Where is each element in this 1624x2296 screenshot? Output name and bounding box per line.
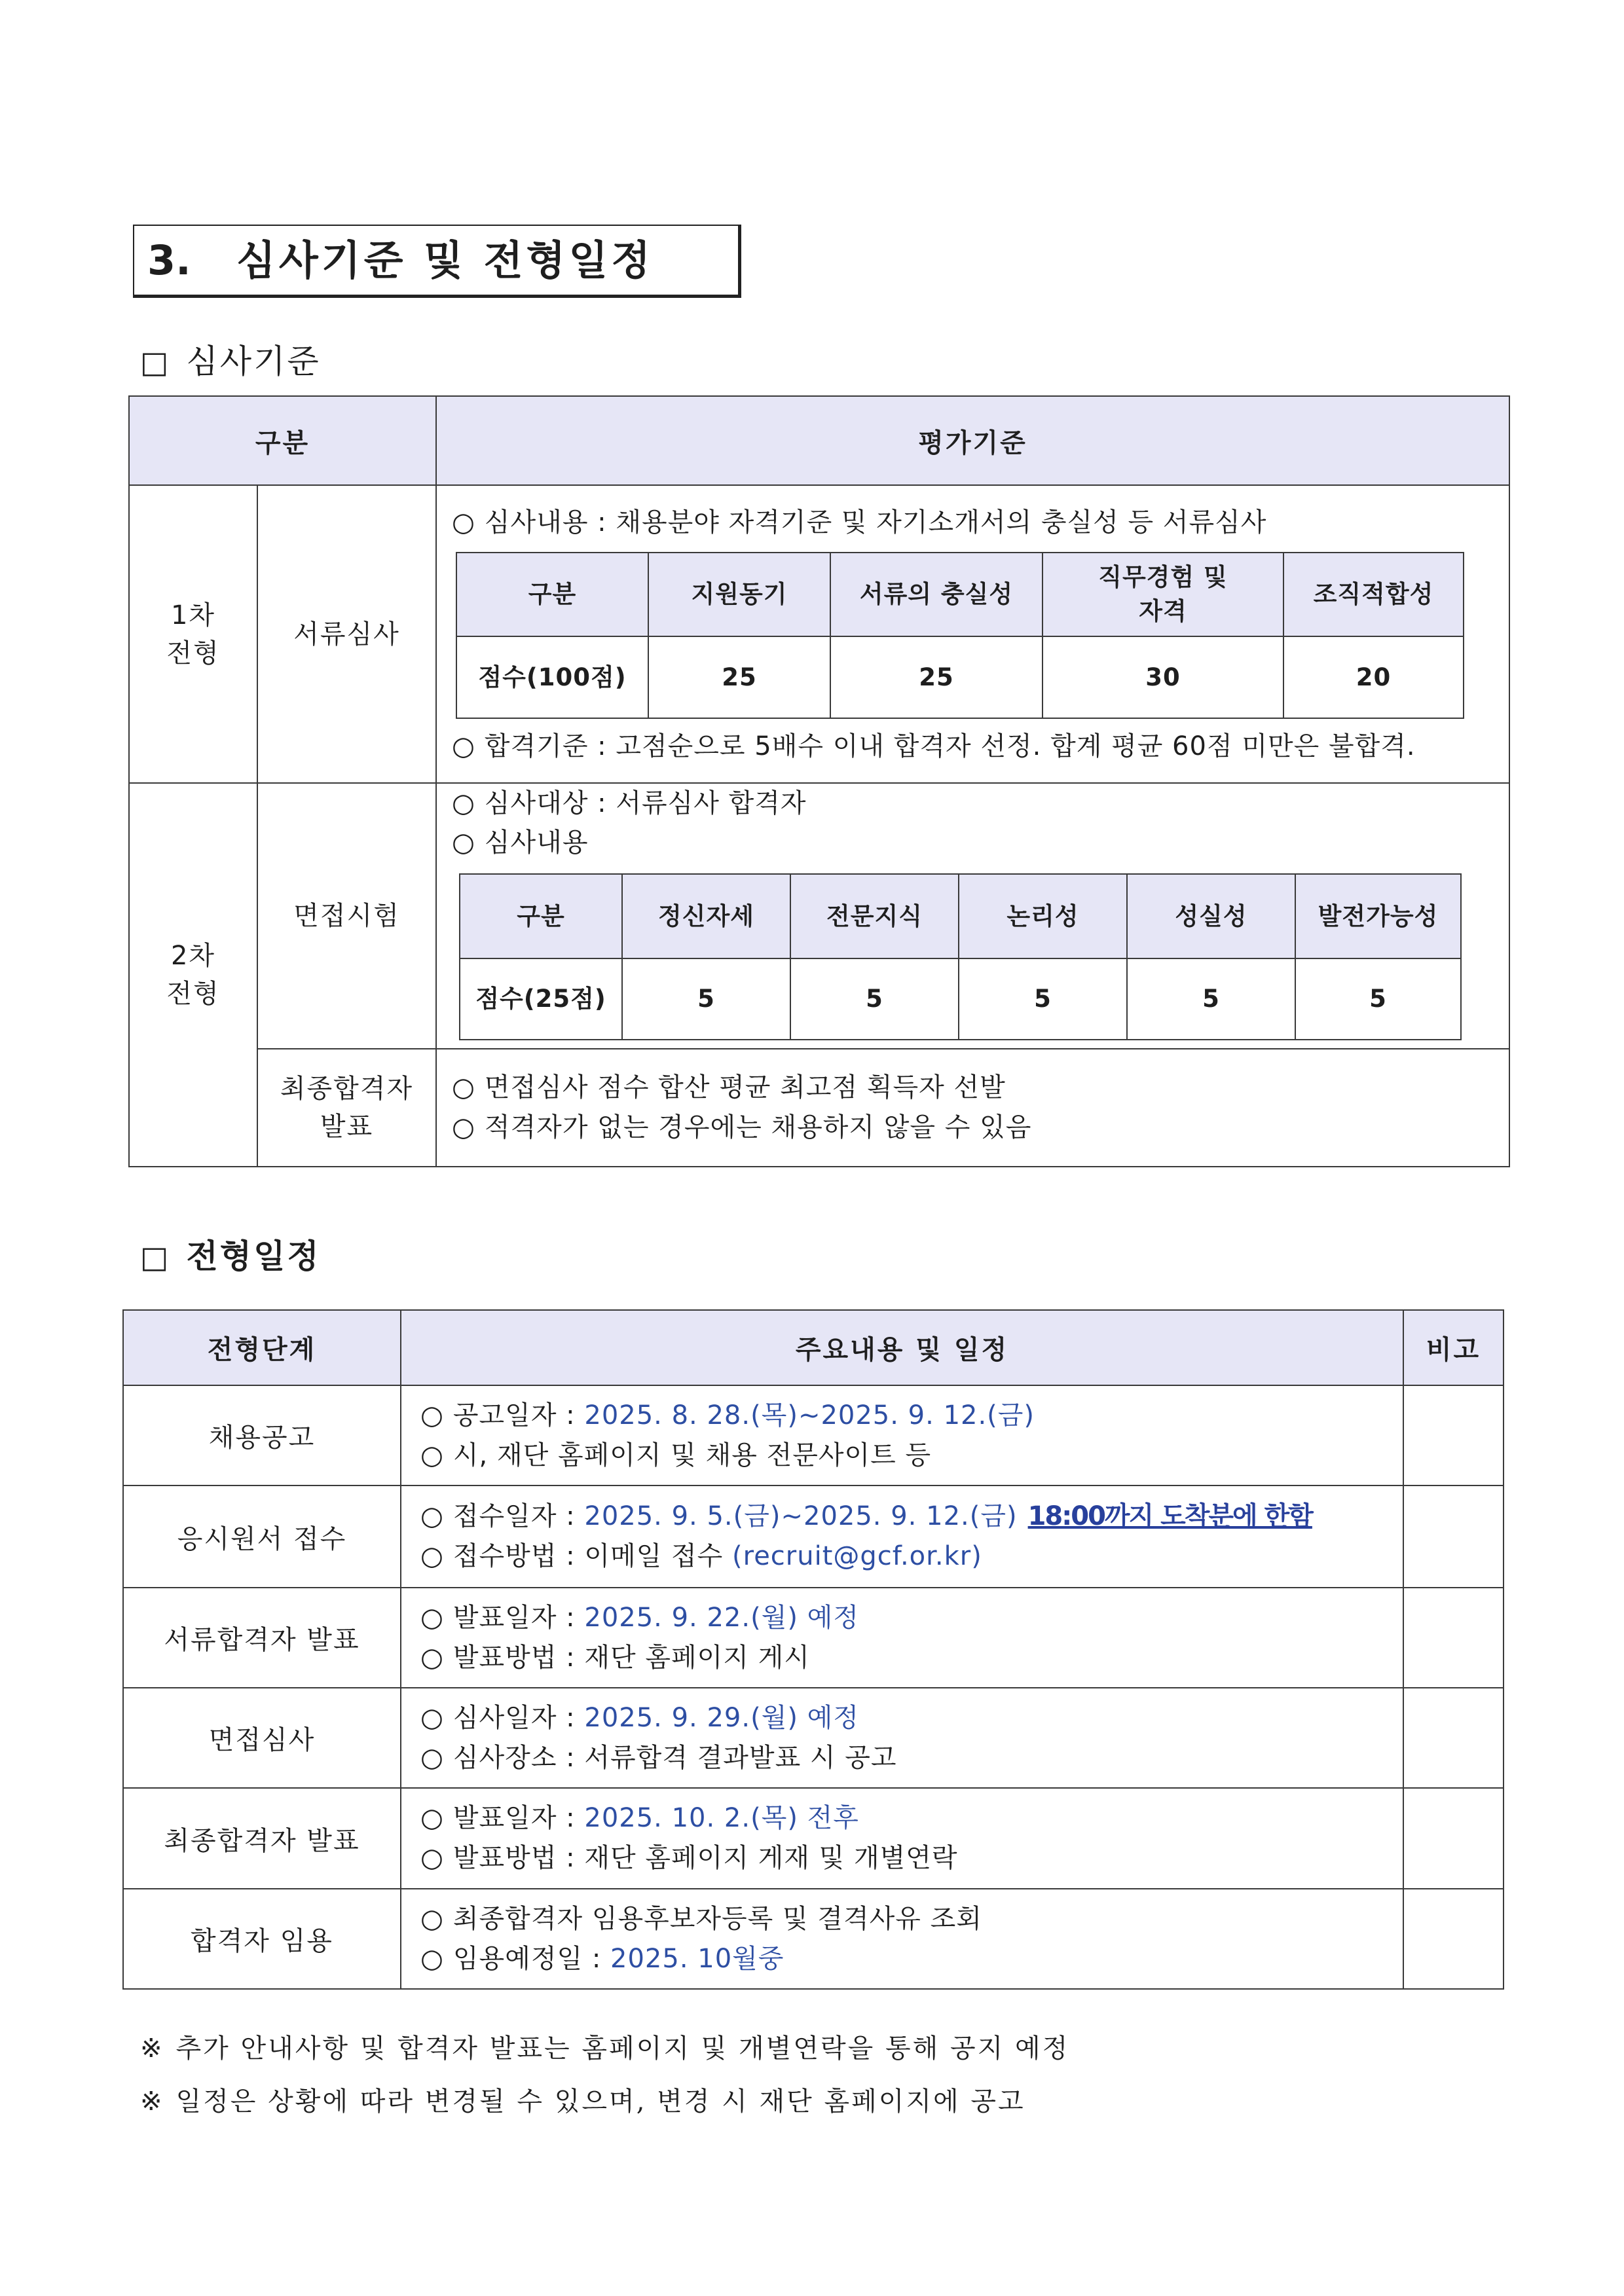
schedule-stage: 최종합격자 발표 (123, 1788, 401, 1889)
schedule-content (401, 1688, 1403, 1788)
criteria-heading (140, 340, 321, 382)
bullet-circle: ○ (420, 1702, 444, 1733)
stage2-final-text: 적격자가 없는 경우에는 채용하지 않을 수 있음 (484, 1112, 1032, 1142)
remark-cell (1403, 1889, 1504, 1989)
stage2-final-content-cell (436, 1049, 1509, 1167)
stage1-label-cell (129, 485, 257, 783)
schedule-content (401, 1889, 1403, 1989)
bullet-circle: ○ (452, 1112, 475, 1142)
footnote (140, 2082, 1025, 2121)
stage1-content-cell (436, 485, 1509, 783)
bullet-circle: ○ (420, 1742, 444, 1773)
stage1-review-content: 심사내용 : 채용분야 자격기준 및 자기소개서의 충실성 등 서류심사 (484, 507, 1267, 538)
stage2-interview-row (129, 783, 1509, 1049)
schedule-line (420, 1899, 1403, 1939)
section-title-box (133, 225, 741, 298)
header-category: 구분 (129, 396, 436, 485)
stage1-pass-criteria-line (452, 728, 1416, 765)
schedule-row (123, 1889, 1504, 1989)
bullet-circle: ○ (420, 1501, 444, 1531)
header-criteria: 평가기준 (436, 396, 1509, 485)
schedule-stage: 서류합격자 발표 (123, 1588, 401, 1688)
schedule-content (401, 1588, 1403, 1688)
schedule-line (420, 1537, 1403, 1576)
schedule-line (420, 1738, 1403, 1778)
stage2-review-target-line (452, 785, 807, 822)
bullet-circle: ○ (452, 507, 475, 538)
footnote (140, 2029, 1069, 2068)
line-value: 2025. 9. 29.(월) 예정 (584, 1702, 859, 1733)
bullet-circle: ○ (452, 788, 475, 818)
schedule-row (123, 1688, 1504, 1788)
schedule-line (420, 1598, 1403, 1638)
checkbox-square-icon: □ (140, 344, 171, 380)
score-cell: 5 (959, 958, 1127, 1040)
score-header: 정신자세 (622, 874, 790, 958)
score-header-row (456, 553, 1464, 636)
bullet-circle: ○ (452, 1072, 475, 1102)
schedule-line (420, 1698, 1403, 1738)
schedule-line (420, 1436, 1403, 1476)
stage1-step: 서류심사 (293, 619, 400, 649)
schedule-content (401, 1788, 1403, 1889)
score-cell: 5 (1295, 958, 1461, 1040)
stage2-label-cell (129, 783, 257, 1167)
bullet-circle: ○ (420, 1943, 444, 1974)
score-cell: 5 (622, 958, 790, 1040)
score-value-row (456, 636, 1464, 718)
schedule-heading-label: 전형일정 (186, 1237, 321, 1275)
bullet-circle: ○ (420, 1843, 444, 1873)
stage2-final-text: 면접심사 점수 합산 평균 최고점 획득자 선발 (484, 1072, 1006, 1102)
bullet-circle: ○ (420, 1642, 444, 1673)
reference-mark: ※ (140, 2086, 164, 2117)
reference-mark: ※ (140, 2033, 164, 2064)
schedule-stage: 면접심사 (123, 1688, 401, 1788)
schedule-line (420, 1396, 1403, 1436)
stage1-score-table (456, 552, 1464, 719)
deadline-emphasis: 18:00까지 도착분에 한함 (1027, 1501, 1312, 1531)
line-value: 2025. 9. 5.(금)~2025. 9. 12.(금) (584, 1501, 1018, 1531)
footnote-text: 일정은 상황에 따라 변경될 수 있으며, 변경 시 재단 홈페이지에 공고 (175, 2086, 1025, 2117)
stage2-final-line (452, 1109, 1031, 1146)
score-header-label: 직무경험 및 자격 (1098, 563, 1228, 625)
schedule-row (123, 1788, 1504, 1889)
score-header: 구분 (456, 553, 648, 636)
header-stage: 전형단계 (123, 1310, 401, 1385)
section-title: 심사기준 및 전형일정 (236, 236, 654, 284)
email-address: (recruit@gcf.or.kr) (732, 1541, 982, 1571)
score-header: 논리성 (959, 874, 1127, 958)
score-header: 조직적합성 (1283, 553, 1464, 636)
stage2-final-line (452, 1069, 1006, 1106)
stage1-step-cell (257, 485, 436, 783)
score-value-row (460, 958, 1461, 1040)
stage2-interview-step: 면접시험 (293, 901, 400, 931)
line-value: 2025. 10. 2.(목) 전후 (584, 1803, 859, 1833)
bullet-circle: ○ (420, 1400, 444, 1430)
score-header (1043, 553, 1283, 636)
schedule-table (122, 1309, 1504, 1990)
bullet-circle: ○ (452, 731, 475, 761)
stage2-interview-content-cell (436, 783, 1509, 1049)
schedule-line (420, 1798, 1403, 1838)
schedule-line (420, 1497, 1403, 1537)
remark-cell (1403, 1588, 1504, 1688)
line-label: 심사장소 : 서류합격 결과발표 시 공고 (452, 1742, 897, 1773)
line-label: 발표일자 : (452, 1803, 585, 1833)
stage2-final-step: 최종합격자 발표 (280, 1074, 414, 1142)
score-header-row (460, 874, 1461, 958)
schedule-row (123, 1485, 1504, 1588)
score-header: 발전가능성 (1295, 874, 1461, 958)
bullet-circle: ○ (420, 1440, 444, 1470)
line-label: 발표일자 : (452, 1602, 585, 1633)
stage1-row (129, 485, 1509, 783)
score-header: 지원동기 (648, 553, 830, 636)
line-label: 접수방법 : 이메일 접수 (452, 1541, 733, 1571)
score-cell: 점수(100점) (456, 636, 648, 718)
bullet-circle: ○ (420, 1541, 444, 1571)
stage2-final-row (129, 1049, 1509, 1167)
score-cell: 25 (830, 636, 1043, 718)
stage1-review-content-line (452, 504, 1266, 541)
line-value: 2025. 8. 28.(목)~2025. 9. 12.(금) (584, 1400, 1035, 1430)
score-cell: 점수(25점) (460, 958, 622, 1040)
stage2-interview-step-cell (257, 783, 436, 1049)
section-number: 3. (147, 236, 191, 284)
schedule-row (123, 1588, 1504, 1688)
bullet-circle: ○ (452, 828, 475, 858)
line-value: 2025. 9. 22.(월) 예정 (584, 1602, 859, 1633)
score-cell: 20 (1283, 636, 1464, 718)
header-remark: 비고 (1403, 1310, 1504, 1385)
stage1-pass-criteria: 합격기준 : 고점순으로 5배수 이내 합격자 선정. 합계 평균 60점 미만은 불합격. (484, 731, 1416, 761)
line-label: 발표방법 : 재단 홈페이지 게재 및 개별연락 (452, 1843, 958, 1873)
remark-cell (1403, 1485, 1504, 1588)
score-header: 서류의 충실성 (830, 553, 1043, 636)
line-label: 공고일자 : (452, 1400, 585, 1430)
schedule-stage: 합격자 임용 (123, 1889, 401, 1989)
score-cell: 30 (1043, 636, 1283, 718)
score-header: 구분 (460, 874, 622, 958)
schedule-content (401, 1385, 1403, 1485)
stage2-review-content: 심사내용 (484, 828, 589, 858)
schedule-content (401, 1485, 1403, 1588)
score-header: 전문지식 (790, 874, 959, 958)
stage1-label: 1차 전형 (166, 600, 220, 668)
schedule-header-row (123, 1310, 1504, 1385)
bullet-circle: ○ (420, 1602, 444, 1633)
header-content: 주요내용 및 일정 (401, 1310, 1403, 1385)
line-label: 최종합격자 임용후보자등록 및 결격사유 조회 (452, 1903, 982, 1934)
line-label: 심사일자 : (452, 1702, 585, 1733)
criteria-table (128, 395, 1510, 1167)
criteria-header-row (129, 396, 1509, 485)
schedule-line (420, 1939, 1403, 1979)
stage2-review-content-line (452, 824, 588, 861)
schedule-stage: 채용공고 (123, 1385, 401, 1485)
stage2-final-step-cell (257, 1049, 436, 1167)
stage2-score-table (459, 873, 1462, 1040)
bullet-circle: ○ (420, 1803, 444, 1833)
line-label: 발표방법 : 재단 홈페이지 게시 (452, 1642, 810, 1673)
score-cell: 5 (1127, 958, 1295, 1040)
schedule-heading (140, 1235, 321, 1277)
bullet-circle: ○ (420, 1903, 444, 1934)
schedule-row (123, 1385, 1504, 1485)
schedule-stage: 응시원서 접수 (123, 1485, 401, 1588)
score-header: 성실성 (1127, 874, 1295, 958)
line-label: 임용예정일 : (452, 1943, 611, 1974)
schedule-line (420, 1638, 1403, 1678)
criteria-heading-label: 심사기준 (186, 342, 321, 380)
footnote-text: 추가 안내사항 및 합격자 발표는 홈페이지 및 개별연락을 통해 공지 예정 (175, 2033, 1070, 2064)
score-cell: 25 (648, 636, 830, 718)
line-value: 2025. 10월중 (610, 1943, 784, 1974)
remark-cell (1403, 1385, 1504, 1485)
remark-cell (1403, 1788, 1504, 1889)
line-label: 접수일자 : (452, 1501, 585, 1531)
score-cell: 5 (790, 958, 959, 1040)
schedule-line (420, 1838, 1403, 1878)
remark-cell (1403, 1688, 1504, 1788)
line-label: 시, 재단 홈페이지 및 채용 전문사이트 등 (452, 1440, 932, 1470)
stage2-label: 2차 전형 (166, 941, 220, 1009)
checkbox-square-icon: □ (140, 1239, 171, 1275)
stage2-review-target: 심사대상 : 서류심사 합격자 (484, 788, 807, 818)
